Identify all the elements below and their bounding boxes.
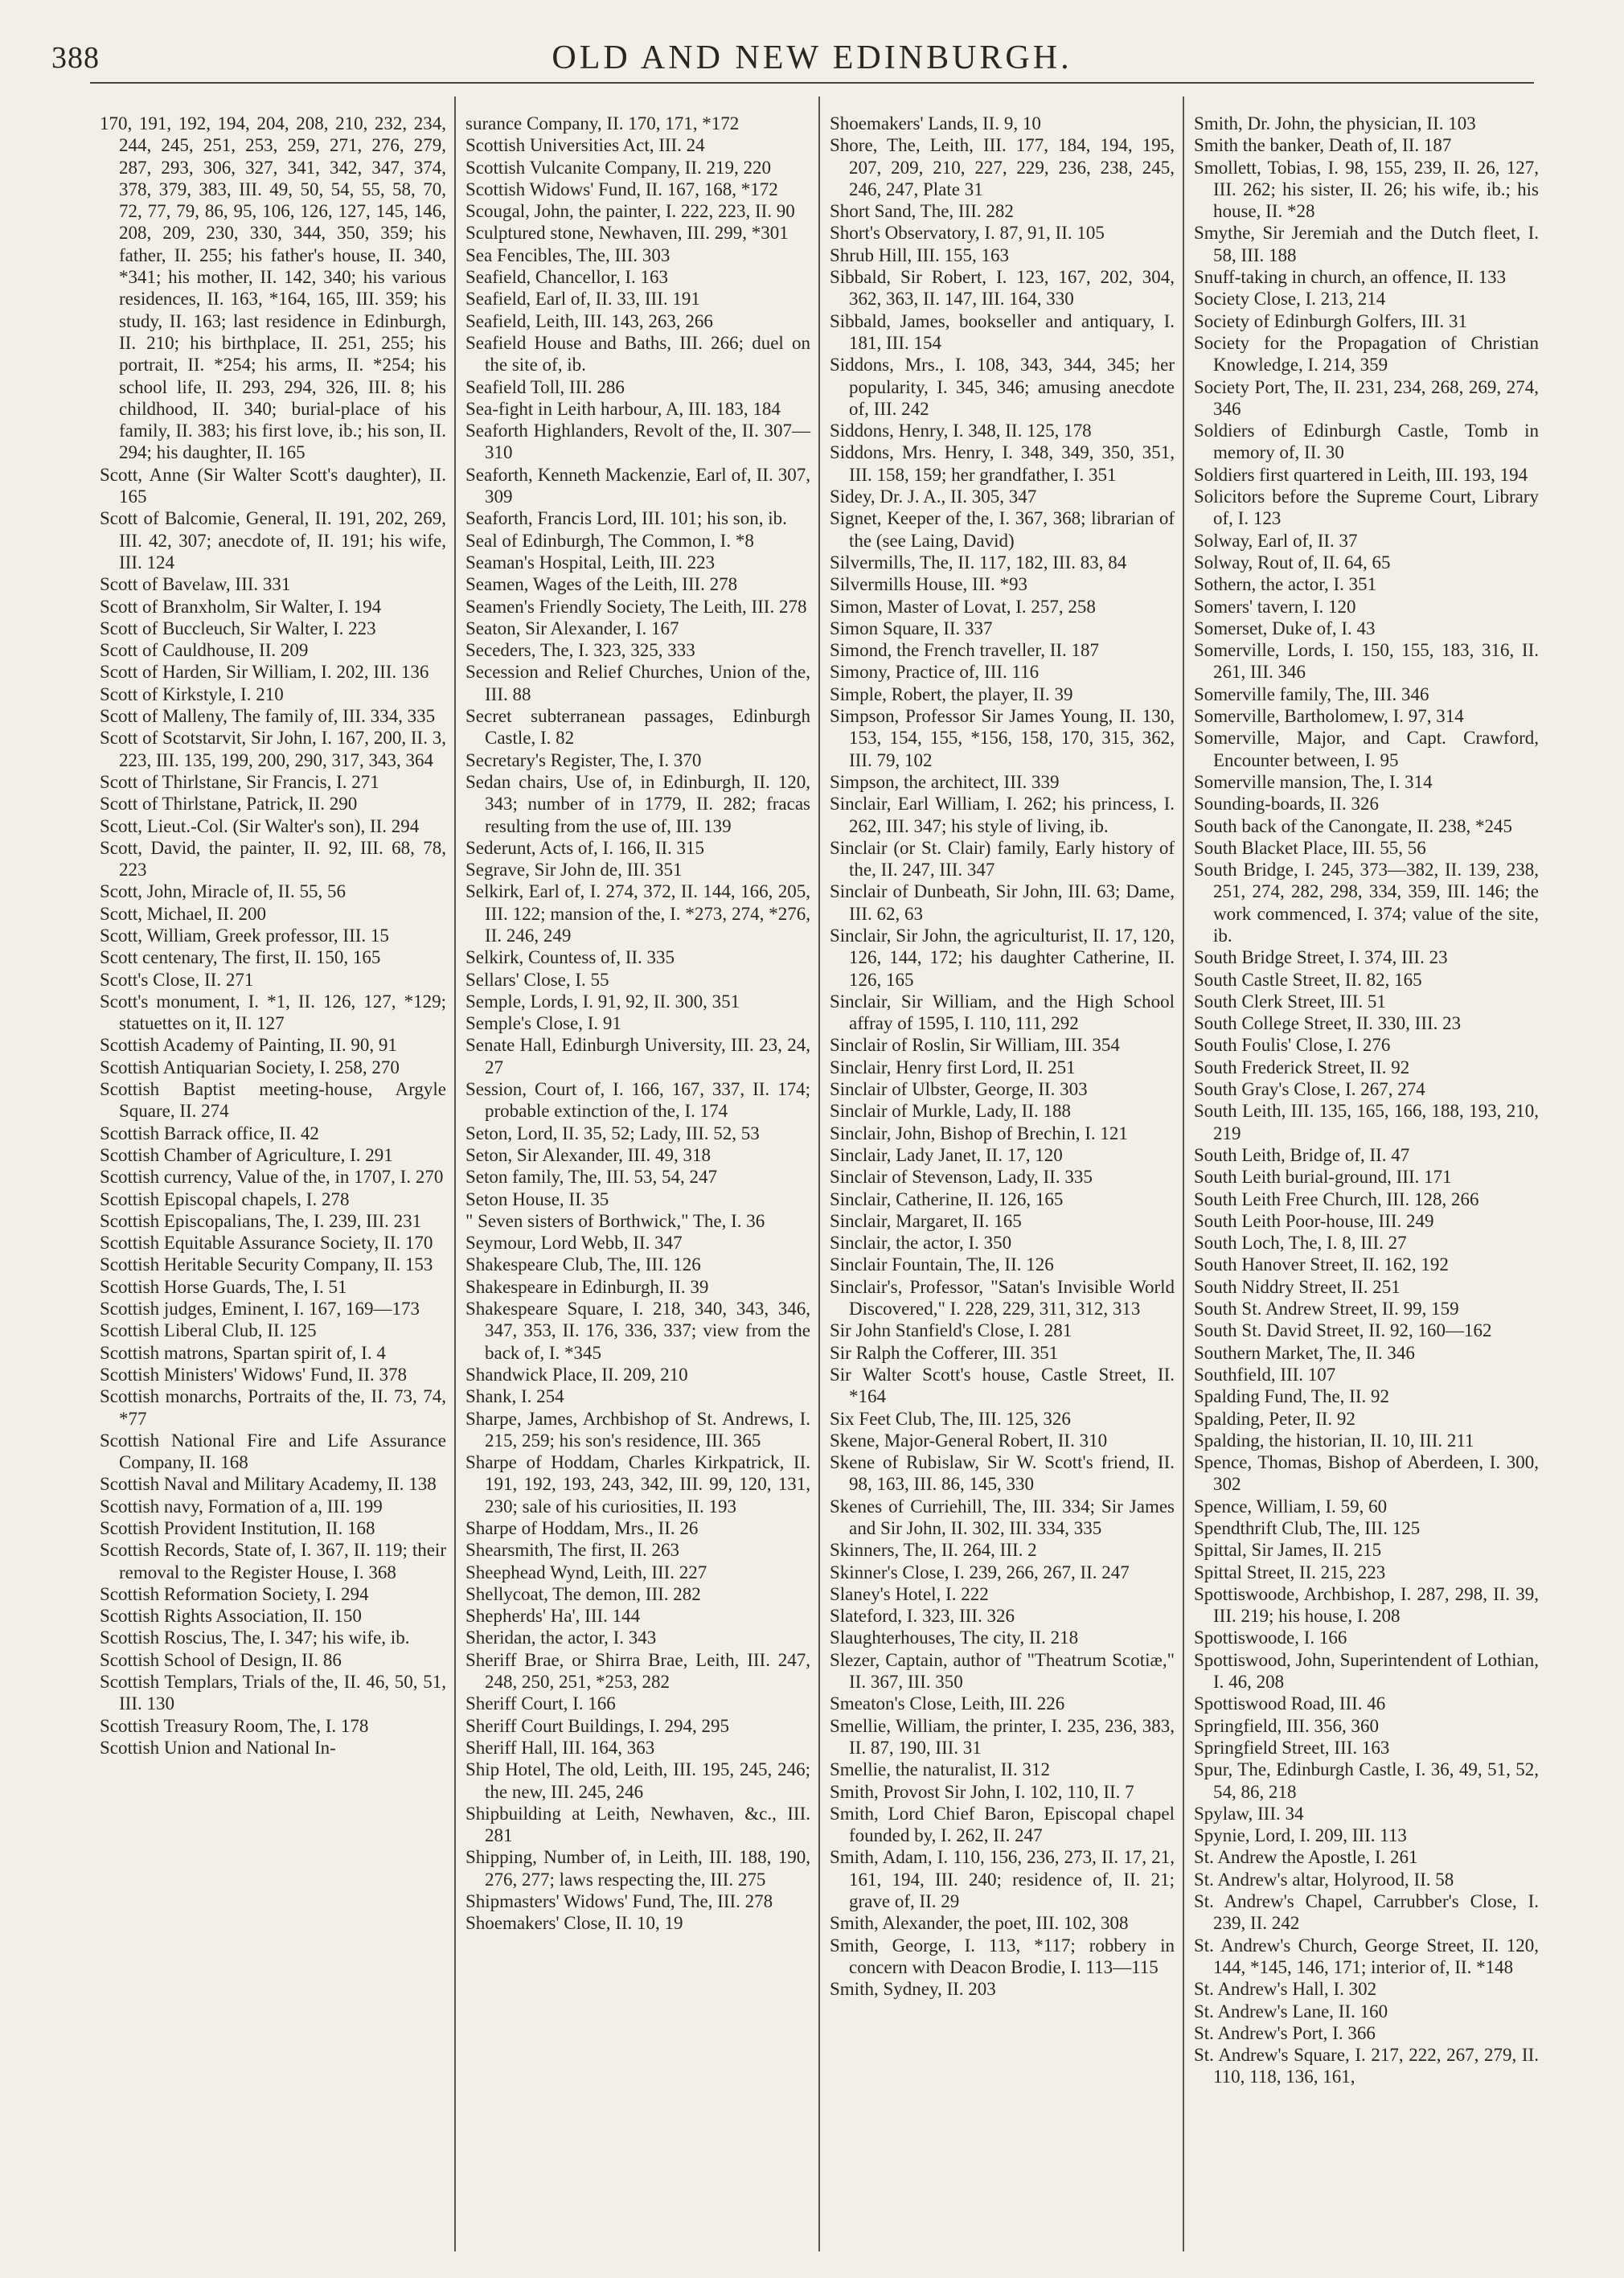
index-entry: Scottish Reformation Society, I. 294 xyxy=(100,1583,369,1604)
index-entry: Seamen, Wages of the Leith, III. 278 xyxy=(465,574,738,595)
index-entry: Scottish Antiquarian Society, I. 258, 270 xyxy=(100,1057,400,1077)
index-entry: Somerset, Duke of, I. 43 xyxy=(1194,618,1376,638)
index-entry: Sea-fight in Leith harbour, A, III. 183, 184 xyxy=(465,398,781,419)
index-entry: Spur, The, Edinburgh Castle, I. 36, 49, 51, 52, 54, 86, 218 xyxy=(1194,1759,1539,1802)
index-entry: Somerville, Major, and Capt. Crawford, Encounter between, I. 95 xyxy=(1194,728,1539,770)
index-entry: Scottish School of Design, II. 86 xyxy=(100,1649,342,1670)
index-entry: Sounding-boards, II. 326 xyxy=(1194,794,1379,815)
index-entry: Sinclair of Murkle, Lady, II. 188 xyxy=(830,1101,1071,1122)
index-entry: Somerville mansion, The, I. 314 xyxy=(1194,771,1433,792)
index-entry: Smythe, Sir Jeremiah and the Dutch fleet, I. 58, III. 188 xyxy=(1194,223,1539,265)
index-entry: South back of the Canongate, II. 238, *245 xyxy=(1194,815,1513,836)
index-entry: Simond, the French traveller, II. 187 xyxy=(830,640,1100,661)
index-entry: Simon, Master of Lovat, I. 257, 258 xyxy=(830,596,1096,617)
index-entry: Sinclair of Ulbster, George, II. 303 xyxy=(830,1079,1088,1100)
index-entry: Scottish Vulcanite Company, II. 219, 220 xyxy=(465,157,771,178)
index-entry: Shandwick Place, II. 209, 210 xyxy=(465,1364,688,1385)
index-entry: Scottish judges, Eminent, I. 167, 169—173 xyxy=(100,1299,420,1320)
index-entry: Scottish Liberal Club, II. 125 xyxy=(100,1320,317,1341)
index-entry: South Clerk Street, III. 51 xyxy=(1194,991,1386,1012)
index-entry: Skinners, The, II. 264, III. 2 xyxy=(830,1540,1037,1561)
index-entry: Smith, Adam, I. 110, 156, 236, 273, II. 17, 21, 161, 194, III. 240; residence of, II. 21; grave of, II. 29 xyxy=(830,1847,1175,1912)
index-entry: St. Andrew's Chapel, Carrubber's Close, I. 239, II. 242 xyxy=(1194,1891,1539,1934)
index-entry: Silvermills House, III. *93 xyxy=(830,574,1027,595)
index-entry: Selkirk, Earl of, I. 274, 372, II. 144, 166, 205, III. 122; mansion of the, I. *273, 274, *276, II. 246, 249 xyxy=(465,881,810,946)
index-entry: Scottish Horse Guards, The, I. 51 xyxy=(100,1276,347,1297)
index-entry: South Leith Free Church, III. 128, 266 xyxy=(1194,1188,1479,1209)
index-entry: Soldiers first quartered in Leith, III. 193, 194 xyxy=(1194,464,1528,485)
index-entry: Slezer, Captain, author of "Theatrum Scotiæ," II. 367, III. 350 xyxy=(830,1649,1175,1693)
index-entry: South Frederick Street, II. 92 xyxy=(1194,1057,1410,1077)
index-entry: South Leith burial-ground, III. 171 xyxy=(1194,1167,1452,1188)
index-entry: Society of Edinburgh Golfers, III. 31 xyxy=(1194,310,1468,331)
index-entry: Scottish Chamber of Agriculture, I. 291 xyxy=(100,1144,393,1165)
index-entry: Sinclair, John, Bishop of Brechin, I. 121 xyxy=(830,1123,1128,1143)
index-entry: Scott's monument, I. *1, II. 126, 127, *129; statuettes on it, II. 127 xyxy=(100,991,446,1034)
index-entry: Scottish Treasury Room, The, I. 178 xyxy=(100,1715,369,1736)
index-entry: Simpson, the architect, III. 339 xyxy=(830,771,1060,792)
index-entry: Somers' tavern, I. 120 xyxy=(1194,596,1356,617)
index-entry: Spittal Street, II. 215, 223 xyxy=(1194,1562,1386,1582)
index-entry: Somerville, Bartholomew, I. 97, 314 xyxy=(1194,706,1464,727)
index-entry: Scottish Rights Association, II. 150 xyxy=(100,1606,362,1627)
index-entry: Sinclair, Henry first Lord, II. 251 xyxy=(830,1057,1076,1077)
index-entry: Scott, John, Miracle of, II. 55, 56 xyxy=(100,881,346,902)
index-column-2 xyxy=(454,96,818,2251)
index-entry: South St. David Street, II. 92, 160—162 xyxy=(1194,1320,1492,1341)
index-entry: Sibbald, James, bookseller and antiquary, I. 181, III. 154 xyxy=(830,310,1175,353)
index-entry: Sheriff Court, I. 166 xyxy=(465,1693,616,1714)
index-entry: Siddons, Henry, I. 348, II. 125, 178 xyxy=(830,421,1092,441)
index-entry: Sidey, Dr. J. A., II. 305, 347 xyxy=(830,486,1037,507)
index-entry: Seton House, II. 35 xyxy=(465,1188,609,1209)
index-entry: Signet, Keeper of the, I. 367, 368; librarian of the (see Laing, David) xyxy=(830,508,1175,551)
index-entry: Scottish Widows' Fund, II. 167, 168, *172 xyxy=(465,179,778,199)
index-entry: Sir John Stanfield's Close, I. 281 xyxy=(830,1320,1072,1341)
index-entry: Seceders, The, I. 323, 325, 333 xyxy=(465,640,695,661)
index-entry: South Leith, Bridge of, II. 47 xyxy=(1194,1144,1410,1165)
index-entry: Scottish Universities Act, III. 24 xyxy=(465,135,705,156)
index-entry: Scott of Buccleuch, Sir Walter, I. 223 xyxy=(100,618,376,638)
index-entry: Seafield, Earl of, II. 33, III. 191 xyxy=(465,289,700,310)
index-entry: Shipping, Number of, in Leith, III. 188, 190, 276, 277; laws respecting the, III. 275 xyxy=(465,1847,810,1890)
index-entry: Sothern, the actor, I. 351 xyxy=(1194,574,1377,595)
index-entry: Spalding, the historian, II. 10, III. 211 xyxy=(1194,1430,1474,1451)
index-entry: Sheephead Wynd, Leith, III. 227 xyxy=(465,1562,707,1582)
index-entry: Scott of Balcomie, General, II. 191, 202, 269, III. 42, 307; anecdote of, II. 191; his wife, III. 124 xyxy=(100,508,446,573)
index-entry: Seton, Lord, II. 35, 52; Lady, III. 52, 53 xyxy=(465,1123,760,1143)
index-entry: Scott of Scotstarvit, Sir John, I. 167, 200, II. 3, 223, III. 135, 199, 200, 290, 317, 343, 364 xyxy=(100,728,446,770)
index-entry: Smith, Lord Chief Baron, Episcopal chapel founded by, I. 262, II. 247 xyxy=(830,1803,1175,1846)
index-entry: Sinclair of Dunbeath, Sir John, III. 63; Dame, III. 62, 63 xyxy=(830,881,1175,924)
index-entry: Sibbald, Sir Robert, I. 123, 167, 202, 304, 362, 363, II. 147, III. 164, 330 xyxy=(830,267,1175,310)
index-entry: Sir Ralph the Cofferer, III. 351 xyxy=(830,1342,1059,1363)
index-entry: Scott centenary, The first, II. 150, 165 xyxy=(100,947,381,968)
index-entry: Shepherds' Ha', III. 144 xyxy=(465,1606,641,1627)
index-entry: Seaton, Sir Alexander, I. 167 xyxy=(465,618,679,638)
index-entry: Scott, Lieut.-Col. (Sir Walter's son), II. 294 xyxy=(100,815,420,836)
index-entry: Scottish Academy of Painting, II. 90, 91 xyxy=(100,1035,397,1056)
index-entry: South College Street, II. 330, III. 23 xyxy=(1194,1013,1462,1034)
index-entry: Simony, Practice of, III. 116 xyxy=(830,662,1040,683)
index-entry: St. Andrew's Hall, I. 302 xyxy=(1194,1979,1377,2000)
index-entry: Secretary's Register, The, I. 370 xyxy=(465,749,702,770)
index-entry: Scott of Thirlstane, Sir Francis, I. 271 xyxy=(100,771,379,792)
index-entry: Smith, George, I. 113, *117; robbery in concern with Deacon Brodie, I. 113—115 xyxy=(830,1935,1175,1977)
index-entry: Skene of Rubislaw, Sir W. Scott's friend, II. 98, 163, III. 86, 145, 330 xyxy=(830,1452,1175,1495)
index-entry: " Seven sisters of Borthwick," The, I. 36 xyxy=(465,1210,765,1231)
index-entry: Spottiswoode, Archbishop, I. 287, 298, II. 39, III. 219; his house, I. 208 xyxy=(1194,1583,1539,1627)
index-entry: Seaforth Highlanders, Revolt of the, II. 307—310 xyxy=(465,421,810,463)
index-entry: St. Andrew's altar, Holyrood, II. 58 xyxy=(1194,1869,1454,1890)
index-entry: Sculptured stone, Newhaven, III. 299, *301 xyxy=(465,223,789,244)
index-entry: Society Port, The, II. 231, 234, 268, 269, 274, 346 xyxy=(1194,376,1539,419)
index-entry: Shipbuilding at Leith, Newhaven, &c., III. 281 xyxy=(465,1803,810,1846)
index-entry: Sinclair, Margaret, II. 165 xyxy=(830,1210,1022,1231)
index-entry: St. Andrew's Lane, II. 160 xyxy=(1194,2001,1388,2021)
index-entry: Snuff-taking in church, an offence, II. 133 xyxy=(1194,267,1507,288)
index-entry: Shakespeare Club, The, III. 126 xyxy=(465,1254,701,1275)
index-entry: Scottish Provident Institution, II. 168 xyxy=(100,1518,375,1538)
index-entry: Sinclair Fountain, The, II. 126 xyxy=(830,1254,1054,1275)
index-entry: Somerville family, The, III. 346 xyxy=(1194,683,1429,704)
index-entry: Skene, Major-General Robert, II. 310 xyxy=(830,1430,1108,1451)
index-entry: Springfield, III. 356, 360 xyxy=(1194,1715,1379,1736)
index-entry: Scottish National Fire and Life Assurance Company, II. 168 xyxy=(100,1430,446,1473)
index-entry: Silvermills, The, II. 117, 182, III. 83, 84 xyxy=(830,552,1127,573)
index-entry: Sinclair, Catherine, II. 126, 165 xyxy=(830,1188,1064,1209)
index-entry: Scottish currency, Value of the, in 1707, I. 270 xyxy=(100,1167,444,1188)
index-entry: Spalding, Peter, II. 92 xyxy=(1194,1408,1355,1429)
index-entry: Shearsmith, The first, II. 263 xyxy=(465,1540,679,1561)
index-entry: Shrub Hill, III. 155, 163 xyxy=(830,244,1009,265)
index-entry: Seafield, Chancellor, I. 163 xyxy=(465,267,669,288)
index-entry: Scott of Malleny, The family of, III. 334, 335 xyxy=(100,706,436,727)
index-entry: Scott, David, the painter, II. 92, III. 68, 78, 223 xyxy=(100,837,446,880)
index-entry: Sheriff Hall, III. 164, 363 xyxy=(465,1737,655,1758)
index-entry: Seton family, The, III. 53, 54, 247 xyxy=(465,1167,718,1188)
index-entry: Selkirk, Countess of, II. 335 xyxy=(465,947,675,968)
index-entry: Scott, William, Greek professor, III. 15 xyxy=(100,925,389,946)
index-entry: St. Andrew the Apostle, I. 261 xyxy=(1194,1847,1418,1868)
index-entry: Secession and Relief Churches, Union of the, III. 88 xyxy=(465,662,810,704)
index-entry: Seafield Toll, III. 286 xyxy=(465,376,625,397)
index-entry: Society for the Propagation of Christian Knowledge, I. 214, 359 xyxy=(1194,332,1539,376)
index-entry: Smith, Alexander, the poet, III. 102, 308 xyxy=(830,1913,1129,1934)
index-entry: Southfield, III. 107 xyxy=(1194,1364,1336,1385)
index-entry: Scott's Close, II. 271 xyxy=(100,969,254,990)
index-entry: South Leith, III. 135, 165, 166, 188, 193, 210, 219 xyxy=(1194,1101,1539,1143)
index-entry: Shank, I. 254 xyxy=(465,1386,564,1407)
index-entry: Seaforth, Francis Lord, III. 101; his son, ib. xyxy=(465,508,787,529)
index-entry: South Bridge Street, I. 374, III. 23 xyxy=(1194,947,1448,968)
index-entry: Sinclair, Sir William, and the High School affray of 1595, I. 110, 111, 292 xyxy=(830,991,1175,1034)
index-entry: Sharpe of Hoddam, Charles Kirkpatrick, II. 191, 192, 193, 243, 342, III. 99, 120, 131, 230; sale of his curiosities, II. 193 xyxy=(465,1452,810,1517)
index-entry: South Leith Poor-house, III. 249 xyxy=(1194,1210,1434,1231)
index-entry: Springfield Street, III. 163 xyxy=(1194,1737,1390,1758)
index-entry: St. Andrew's Church, George Street, II. 120, 144, *145, 146, 171; interior of, II. *148 xyxy=(1194,1935,1539,1977)
index-entry: Solway, Rout of, II. 64, 65 xyxy=(1194,552,1391,573)
index-entry: South Loch, The, I. 8, III. 27 xyxy=(1194,1233,1407,1254)
index-entry: Seal of Edinburgh, The Common, I. *8 xyxy=(465,530,754,551)
index-entry: Siddons, Mrs., I. 108, 343, 344, 345; her popularity, I. 345, 346; amusing anecdote of, III. 242 xyxy=(830,355,1175,419)
index-entry: Sheridan, the actor, I. 343 xyxy=(465,1627,657,1648)
index-entry: Sinclair, the actor, I. 350 xyxy=(830,1233,1012,1254)
index-entry: Smith, Dr. John, the physician, II. 103 xyxy=(1194,113,1476,133)
index-entry: Smollett, Tobias, I. 98, 155, 239, II. 26, 127, III. 262; his sister, II. 26; his wife, ib.; his house, II. *28 xyxy=(1194,157,1539,222)
index-entry: Smith, Sydney, II. 203 xyxy=(830,1979,996,2000)
index-entry: Seafield House and Baths, III. 266; duel on the site of, ib. xyxy=(465,332,810,376)
index-entry: Slateford, I. 323, III. 326 xyxy=(830,1606,1015,1627)
index-entry: South Foulis' Close, I. 276 xyxy=(1194,1035,1391,1056)
index-entry: Scottish Episcopalians, The, I. 239, III. 231 xyxy=(100,1210,422,1231)
index-entry: Scott, Michael, II. 200 xyxy=(100,903,266,924)
header-rule xyxy=(90,82,1534,84)
index-entry: Spottiswood, John, Superintendent of Lothian, I. 46, 208 xyxy=(1194,1649,1539,1693)
index-entry: Scottish Records, State of, I. 367, II. 119; their removal to the Register House, I. 368 xyxy=(100,1540,446,1582)
index-entry: Slaughterhouses, The city, II. 218 xyxy=(830,1627,1079,1648)
index-entry: Spendthrift Club, The, III. 125 xyxy=(1194,1518,1421,1538)
index-entry: Sinclair (or St. Clair) family, Early history of the, II. 247, III. 347 xyxy=(830,837,1175,880)
index-entry: Solway, Earl of, II. 37 xyxy=(1194,530,1358,551)
index-entry: Spalding Fund, The, II. 92 xyxy=(1194,1386,1389,1407)
index-entry: Scott of Harden, Sir William, I. 202, III. 136 xyxy=(100,662,429,683)
running-head: OLD AND NEW EDINBURGH. xyxy=(552,39,1072,76)
index-entry: Smith the banker, Death of, II. 187 xyxy=(1194,135,1452,156)
index-entry: Solicitors before the Supreme Court, Library of, I. 123 xyxy=(1194,486,1539,529)
index-entry: St. Andrew's Square, I. 217, 222, 267, 279, II. 110, 118, 136, 161, xyxy=(1194,2045,1539,2087)
index-entry: Somerville, Lords, I. 150, 155, 183, 316, II. 261, III. 346 xyxy=(1194,640,1539,683)
index-entry: Southern Market, The, II. 346 xyxy=(1194,1342,1415,1363)
index-entry: Seaman's Hospital, Leith, III. 223 xyxy=(465,552,716,573)
index-entry: Seamen's Friendly Society, The Leith, III. 278 xyxy=(465,596,807,617)
index-entry: Scott of Kirkstyle, I. 210 xyxy=(100,683,284,704)
index-entry: Sinclair, Earl William, I. 262; his princess, I. 262, III. 347; his style of living, ib. xyxy=(830,794,1175,836)
index-entry: Scottish Episcopal chapels, I. 278 xyxy=(100,1188,350,1209)
index-entry: Siddons, Mrs. Henry, I. 348, 349, 350, 351, III. 158, 159; her grandfather, I. 351 xyxy=(830,442,1175,485)
index-entry: St. Andrew's Port, I. 366 xyxy=(1194,2022,1376,2043)
index-entry: Shakespeare in Edinburgh, II. 39 xyxy=(465,1276,709,1297)
index-entry: Semple's Close, I. 91 xyxy=(465,1013,621,1034)
index-entry: Slaney's Hotel, I. 222 xyxy=(830,1583,989,1604)
index-entry: Senate Hall, Edinburgh University, III. 23, 24, 27 xyxy=(465,1035,810,1077)
index-entry: Short's Observatory, I. 87, 91, II. 105 xyxy=(830,223,1105,244)
index-entry: Scottish Heritable Security Company, II. 153 xyxy=(100,1254,433,1275)
index-column-3 xyxy=(818,96,1183,2251)
index-entry: Sheriff Brae, or Shirra Brae, Leith, III. 247, 248, 250, 251, *253, 282 xyxy=(465,1649,810,1693)
index-entry: Smith, Provost Sir John, I. 102, 110, II. 7 xyxy=(830,1781,1134,1802)
index-entry: Sir Walter Scott's house, Castle Street, II. *164 xyxy=(830,1364,1175,1407)
index-entry: Scottish Ministers' Widows' Fund, II. 378 xyxy=(100,1364,407,1385)
index-entry: Scott, Anne (Sir Walter Scott's daughter), II. 165 xyxy=(100,464,446,507)
index-entry: South Bridge, I. 245, 373—382, II. 139, 238, 251, 274, 282, 298, 334, 359, III. 146; the work commenced, I. 374; value of the site, ib. xyxy=(1194,860,1539,946)
index-entry: Smeaton's Close, Leith, III. 226 xyxy=(830,1693,1065,1714)
index-entry: Scottish Templars, Trials of the, II. 46, 50, 51, III. 130 xyxy=(100,1672,446,1714)
index-entry: Scott of Bavelaw, III. 331 xyxy=(100,574,291,595)
index-entry: surance Company, II. 170, 171, *172 xyxy=(465,113,740,133)
index-entry: Spence, William, I. 59, 60 xyxy=(1194,1496,1388,1517)
index-entry: Scott of Thirlstane, Patrick, II. 290 xyxy=(100,794,358,815)
index-entry: Spence, Thomas, Bishop of Aberdeen, I. 300, 302 xyxy=(1194,1452,1539,1495)
index-entry: Session, Court of, I. 166, 167, 337, II. 174; probable extinction of the, I. 174 xyxy=(465,1079,810,1122)
index-entry: Scottish matrons, Spartan spirit of, I. 4 xyxy=(100,1342,386,1363)
index-entry: Smellie, the naturalist, II. 312 xyxy=(830,1759,1051,1780)
index-entry: Simpson, Professor Sir James Young, II. 130, 153, 154, 155, *156, 158, 170, 315, 362, III. 79, 102 xyxy=(830,706,1175,770)
index-entry: Sinclair, Sir John, the agriculturist, II. 17, 120, 126, 144, 172; his daughter Catherine, II. 126, 165 xyxy=(830,925,1175,990)
index-entry: Spottiswoode, I. 166 xyxy=(1194,1627,1347,1648)
index-entry: Scottish Equitable Assurance Society, II. 170 xyxy=(100,1233,433,1254)
index-entry: Sharpe of Hoddam, Mrs., II. 26 xyxy=(465,1518,699,1538)
index-entry: Sharpe, James, Archbishop of St. Andrews, I. 215, 259; his son's residence, III. 365 xyxy=(465,1408,810,1451)
index-entry: Scougal, John, the painter, I. 222, 223, II. 90 xyxy=(465,201,795,222)
index-entry: Smellie, William, the printer, I. 235, 236, 383, II. 87, 190, III. 31 xyxy=(830,1715,1175,1758)
index-column-4 xyxy=(1183,96,1547,2251)
index-entry: Six Feet Club, The, III. 125, 326 xyxy=(830,1408,1071,1429)
index-entry: Spittal, Sir James, II. 215 xyxy=(1194,1540,1382,1561)
index-entry: Scottish monarchs, Portraits of the, II. 73, 74, *77 xyxy=(100,1386,446,1429)
index-entry: Ship Hotel, The old, Leith, III. 195, 245, 246; the new, III. 245, 246 xyxy=(465,1759,810,1802)
index-entry: Semple, Lords, I. 91, 92, II. 300, 351 xyxy=(465,991,740,1012)
index-entry: Shoemakers' Close, II. 10, 19 xyxy=(465,1913,683,1934)
index-entry: Sinclair of Stevenson, Lady, II. 335 xyxy=(830,1167,1093,1188)
index-columns xyxy=(90,96,1548,2251)
index-entry: Shellycoat, The demon, III. 282 xyxy=(465,1583,701,1604)
index-entry: Sea Fencibles, The, III. 303 xyxy=(465,244,671,265)
index-entry: Scott of Branxholm, Sir Walter, I. 194 xyxy=(100,596,382,617)
index-entry: Shoemakers' Lands, II. 9, 10 xyxy=(830,113,1041,133)
index-entry: South Niddry Street, II. 251 xyxy=(1194,1276,1400,1297)
index-entry: Simon Square, II. 337 xyxy=(830,618,993,638)
index-entry: Simple, Robert, the player, II. 39 xyxy=(830,683,1073,704)
index-entry: Scottish Baptist meeting-house, Argyle Square, II. 274 xyxy=(100,1079,446,1122)
index-entry: Skenes of Curriehill, The, III. 334; Sir James and Sir John, II. 302, III. 334, 335 xyxy=(830,1496,1175,1538)
index-entry: Sheriff Court Buildings, I. 294, 295 xyxy=(465,1715,729,1736)
index-entry: Seton, Sir Alexander, III. 49, 318 xyxy=(465,1144,712,1165)
index-entry: Spottiswood Road, III. 46 xyxy=(1194,1693,1386,1714)
index-entry: Seaforth, Kenneth Mackenzie, Earl of, II. 307, 309 xyxy=(465,464,810,507)
index-entry: Soldiers of Edinburgh Castle, Tomb in memory of, II. 30 xyxy=(1194,421,1539,463)
index-entry: Spynie, Lord, I. 209, III. 113 xyxy=(1194,1825,1407,1846)
index-entry: Society Close, I. 213, 214 xyxy=(1194,289,1386,310)
index-entry: Secret subterranean passages, Edinburgh Castle, I. 82 xyxy=(465,706,810,749)
index-entry: Seymour, Lord Webb, II. 347 xyxy=(465,1233,683,1254)
index-entry: Sedan chairs, Use of, in Edinburgh, II. 120, 343; number of in 1779, II. 282; fracas resulting from the use of, III. 139 xyxy=(465,771,810,836)
index-entry: Shakespeare Square, I. 218, 340, 343, 346, 347, 353, II. 176, 336, 337; view from the back of, I. *345 xyxy=(465,1299,810,1363)
page-number: 388 xyxy=(51,41,100,75)
index-entry: 170, 191, 192, 194, 204, 208, 210, 232, 234, 244, 245, 251, 253, 259, 271, 276, 279, 287, 293, 306, 327, 341, 342, 347, 374, 378, 379, 383, III. 49, 50, 54, 55, 58, 70, 72, 77, 79, 86, 95, 106, 126, 127, 145, 146, 208, 209, 230, 330, 344, 350, 359; his father, II. 255; his father's house, II. 340, *341; his mother, II. 142, 340; his various residences, II. 163, *164, 165, III. 359; his study, II. 163; last residence in Edinburgh, II. 210; his birthplace, II. 251, 255; his portrait, II. *254; his arms, II. *254; his school life, II. 293, 294, 326, III. 8; his childhood, II. 340; burial-place of his family, II. 383; his first love, ib.; his son, II. 294; his daughter, II. 165 xyxy=(100,113,446,463)
index-entry: Scottish navy, Formation of a, III. 199 xyxy=(100,1496,383,1517)
index-entry: Seafield, Leith, III. 143, 263, 266 xyxy=(465,310,713,331)
index-column-1 xyxy=(90,96,454,2251)
index-entry: South Castle Street, II. 82, 165 xyxy=(1194,969,1422,990)
index-entry: Segrave, Sir John de, III. 351 xyxy=(465,860,683,880)
index-entry: Sinclair, Lady Janet, II. 17, 120 xyxy=(830,1144,1063,1165)
index-entry: South Blacket Place, III. 55, 56 xyxy=(1194,837,1426,858)
index-entry: Spylaw, III. 34 xyxy=(1194,1803,1304,1824)
index-entry: Scottish Barrack office, II. 42 xyxy=(100,1123,319,1143)
index-entry: Scottish Naval and Military Academy, II. 138 xyxy=(100,1474,437,1495)
index-entry: Scottish Union and National In- xyxy=(100,1737,336,1758)
index-entry: Skinner's Close, I. 239, 266, 267, II. 247 xyxy=(830,1562,1130,1582)
index-entry: Shipmasters' Widows' Fund, The, III. 278 xyxy=(465,1891,773,1912)
index-entry: Sederunt, Acts of, I. 166, II. 315 xyxy=(465,837,705,858)
index-entry: Sellars' Close, I. 55 xyxy=(465,969,609,990)
index-entry: South Gray's Close, I. 267, 274 xyxy=(1194,1079,1425,1100)
index-entry: Sinclair of Roslin, Sir William, III. 354 xyxy=(830,1035,1120,1056)
index-entry: Shore, The, Leith, III. 177, 184, 194, 195, 207, 209, 210, 227, 229, 236, 238, 245, 246, 247, Plate 31 xyxy=(830,135,1175,199)
index-entry: South St. Andrew Street, II. 99, 159 xyxy=(1194,1299,1459,1320)
index-entry: South Hanover Street, II. 162, 192 xyxy=(1194,1254,1449,1275)
index-entry: Scott of Cauldhouse, II. 209 xyxy=(100,640,309,661)
index-entry: Scottish Roscius, The, I. 347; his wife, ib. xyxy=(100,1627,410,1648)
index-entry: Sinclair's, Professor, "Satan's Invisible World Discovered," I. 228, 229, 311, 312, 313 xyxy=(830,1276,1175,1320)
index-entry: Short Sand, The, III. 282 xyxy=(830,201,1014,222)
